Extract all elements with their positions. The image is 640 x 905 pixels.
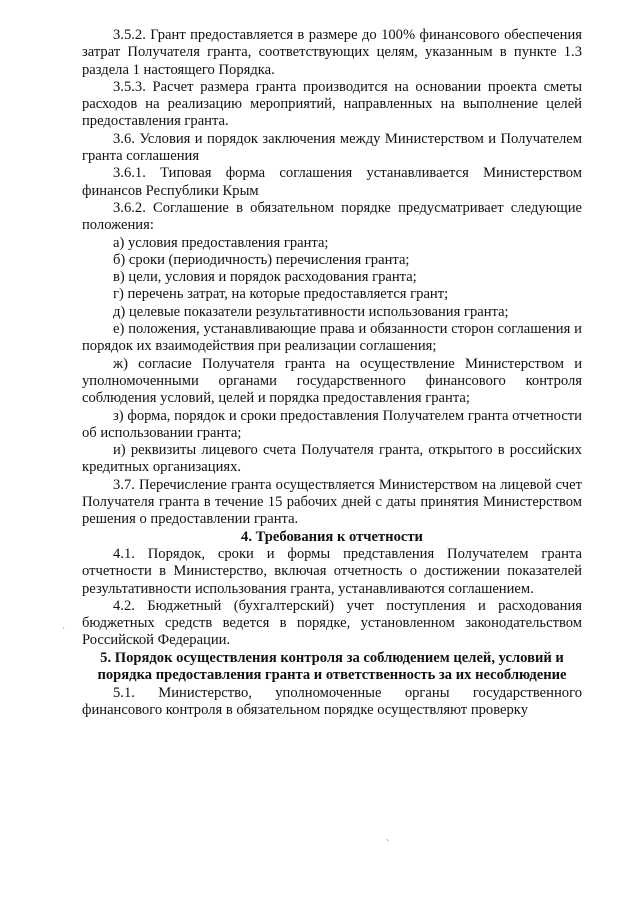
- paragraph-3-7: 3.7. Перечисление гранта осуществляется Министерством на лицевой счет Получателя гранта в течение 15 рабочих дней с даты принятия Министерством решения о предоставлении гранта.: [82, 476, 582, 528]
- section-5-heading: 5. Порядок осуществления контроля за соблюдением целей, условий и порядка предоставления гранта и ответственность за их несоблюдение: [97, 649, 567, 684]
- paragraph-4-2: 4.2. Бюджетный (бухгалтерский) учет поступления и расходования бюджетных средств ведется в порядке, установленном законодательством Российской Федерации.: [82, 597, 582, 649]
- list-item: д) целевые показатели результативности использования гранта;: [113, 303, 509, 320]
- scan-speck: ·: [62, 623, 65, 633]
- list-item: а) условия предоставления гранта;: [113, 234, 329, 251]
- paragraph-4-1: 4.1. Порядок, сроки и формы представления Получателем гранта отчетности в Министерство, включая отчетность о достижении показателей результативности использования гранта, устанавливаются соглашением.: [82, 545, 582, 597]
- scan-speck: `: [386, 839, 390, 850]
- list-item: е) положения, устанавливающие права и обязанности сторон соглашения и порядок их взаимодействия при реализации соглашения;: [82, 321, 582, 355]
- list-item: г) перечень затрат, на которые предоставляется грант;: [113, 286, 449, 303]
- paragraph-3-5-3: 3.5.3. Расчет размера гранта производится на основании проекта сметы расходов на реализацию мероприятий, направленных на выполнение целей предоставления гранта.: [82, 78, 582, 130]
- list-item: ж) согласие Получателя гранта на осуществление Министерством и уполномоченными органами государственного финансового контроля соблюдения условий, целей и порядка предоставления гранта;: [82, 355, 582, 407]
- list-item: б) сроки (периодичность) перечисления гранта;: [113, 251, 410, 268]
- paragraph-3-6-1: 3.6.1. Типовая форма соглашения устанавливается Министерством финансов Республики Крым: [82, 165, 582, 199]
- list-item: з) форма, порядок и сроки предоставления Получателем гранта отчетности об использовании гранта;: [82, 407, 582, 441]
- list-item: и) реквизиты лицевого счета Получателя гранта, открытого в российских кредитных организациях.: [82, 442, 582, 476]
- list-item: в) цели, условия и порядок расходования гранта;: [113, 269, 417, 286]
- paragraph-5-1: 5.1. Министерство, уполномоченные органы государственного финансового контроля в обязательном порядке осуществляют проверку: [82, 684, 582, 718]
- paragraph-3-6-2: 3.6.2. Соглашение в обязательном порядке предусматривает следующие положения:: [82, 199, 582, 234]
- section-4-heading: 4. Требования к отчетности: [241, 528, 423, 545]
- paragraph-3-5-2: 3.5.2. Грант предоставляется в размере до 100% финансового обеспечения затрат Получателя гранта, соответствующих целям, указанным в пункте 1.3 раздела 1 настоящего Порядка.: [82, 27, 582, 78]
- paragraph-3-6: 3.6. Условия и порядок заключения между Министерством и Получателем гранта соглашения: [82, 130, 582, 165]
